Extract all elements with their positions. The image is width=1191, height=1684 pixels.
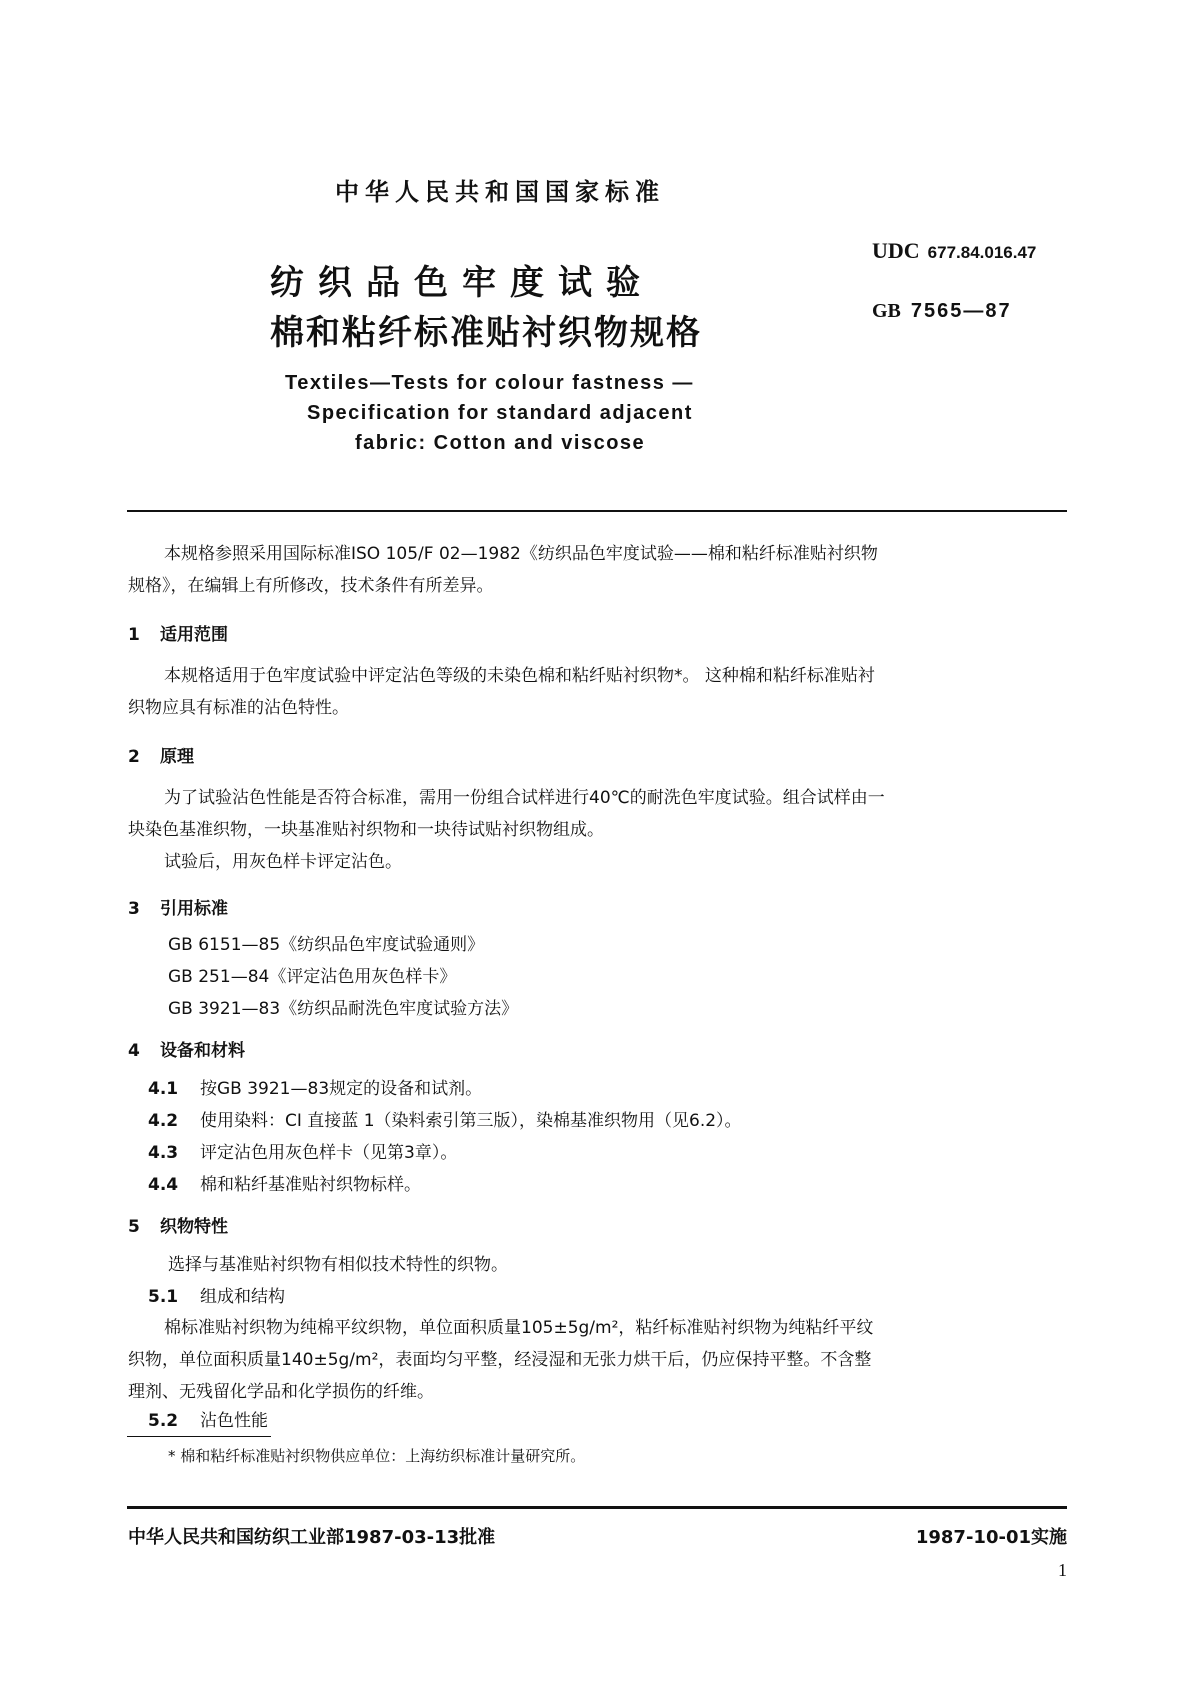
section-title: 引用标准 [160,899,228,919]
subclause-4-1: 4.1 按GB 3921—83规定的设备和试剂。 [148,1079,483,1099]
intro-line1: 本规格参照采用国际标准ISO 105/F 02—1982《纺织品色牢度试验——棉和粘纤标准贴衬织物 [164,544,878,564]
section-2-line1: 为了试验沾色性能是否符合标准，需用一份组合试样进行40℃的耐洗色牢度试验。组合试样由一 [164,788,885,808]
document-title-line2: 棉和粘纤标准贴衬织物规格 [270,313,702,353]
section-number: 4 [128,1041,140,1061]
section-number: 2 [128,747,140,767]
section-5-body-line3: 理剂、无残留化学品和化学损伤的纤维。 [128,1382,434,1402]
reference-item: GB 3921—83《纺织品耐洗色牢度试验方法》 [168,999,519,1019]
intro-line2: 规格》，在编辑上有所修改，技术条件有所差异。 [128,576,494,596]
national-standard-heading: 中华人民共和国国家标准 [335,178,665,206]
section-1-line1: 本规格适用于色牢度试验中评定沾色等级的未染色棉和粘纤贴衬织物*。 这种棉和粘纤标准贴衬 [164,666,875,686]
udc-label: UDC [872,238,920,263]
gb-code [872,300,1012,323]
reference-item: GB 6151—85《纺织品色牢度试验通则》 [168,935,485,955]
section-5-body-line2: 织物，单位面积质量140±5g/m²，表面均匀平整，经浸湿和无张力烘干后，仍应保持平整。不含整 [128,1350,872,1370]
footnote-divider [127,1436,271,1437]
implementation-date: 1987-10-01实施 [915,1527,1067,1548]
section-5-body-line1: 棉标准贴衬织物为纯棉平纹织物，单位面积质量105±5g/m²，粘纤标准贴衬织物为纯粘纤平纹 [164,1318,874,1338]
section-number: 1 [128,625,140,645]
document-title-line1: 纺织品色牢度试验 [270,263,654,303]
gb-label: GB [872,300,901,322]
section-1-line2: 织物应具有标准的沾色特性。 [128,698,349,718]
section-title: 设备和材料 [160,1041,245,1061]
footer-divider [127,1506,1067,1509]
section-4-heading [128,1036,245,1061]
page-number: 1 [1058,1560,1067,1580]
subclause-5-2: 5.2 沾色性能 [148,1411,268,1431]
section-2-line2: 块染色基准织物，一块基准贴衬织物和一块待试贴衬织物组成。 [128,820,604,840]
section-2-line3: 试验后，用灰色样卡评定沾色。 [164,852,402,872]
subclause-4-2: 4.2 使用染料：CI 直接蓝 1（染料索引第三版），染棉基准织物用（见6.2）。 [148,1111,742,1131]
footnote: * 棉和粘纤标准贴衬织物供应单位：上海纺织标准计量研究所。 [168,1447,586,1465]
udc-number: 677.84.016.47 [927,243,1037,262]
reference-item: GB 251—84《评定沾色用灰色样卡》 [168,967,457,987]
subclause-4-4: 4.4 棉和粘纤基准贴衬织物标样。 [148,1175,421,1195]
section-1-heading [128,620,228,645]
gb-number: 7565—87 [910,300,1012,322]
subclause-4-3: 4.3 评定沾色用灰色样卡（见第3章）。 [148,1143,458,1163]
english-title-line2: Specification for standard adjacent [307,402,693,424]
section-title: 适用范围 [160,625,228,645]
section-number: 5 [128,1217,140,1237]
section-title: 织物特性 [160,1217,228,1237]
header-divider [127,510,1067,512]
section-3-heading [128,894,228,919]
approval-statement: 中华人民共和国纺织工业部1987-03-13批准 [128,1527,496,1548]
subclause-5-1: 5.1 组成和结构 [148,1287,285,1307]
udc-code [872,238,1036,264]
section-number: 3 [128,899,140,919]
section-2-heading [128,742,194,767]
section-title: 原理 [160,747,194,767]
section-5-intro: 选择与基准贴衬织物有相似技术特性的织物。 [168,1255,508,1275]
english-title-line3: fabric: Cotton and viscose [355,432,646,454]
section-5-heading [128,1212,228,1237]
english-title-line1: Textiles—Tests for colour fastness — [285,372,694,394]
